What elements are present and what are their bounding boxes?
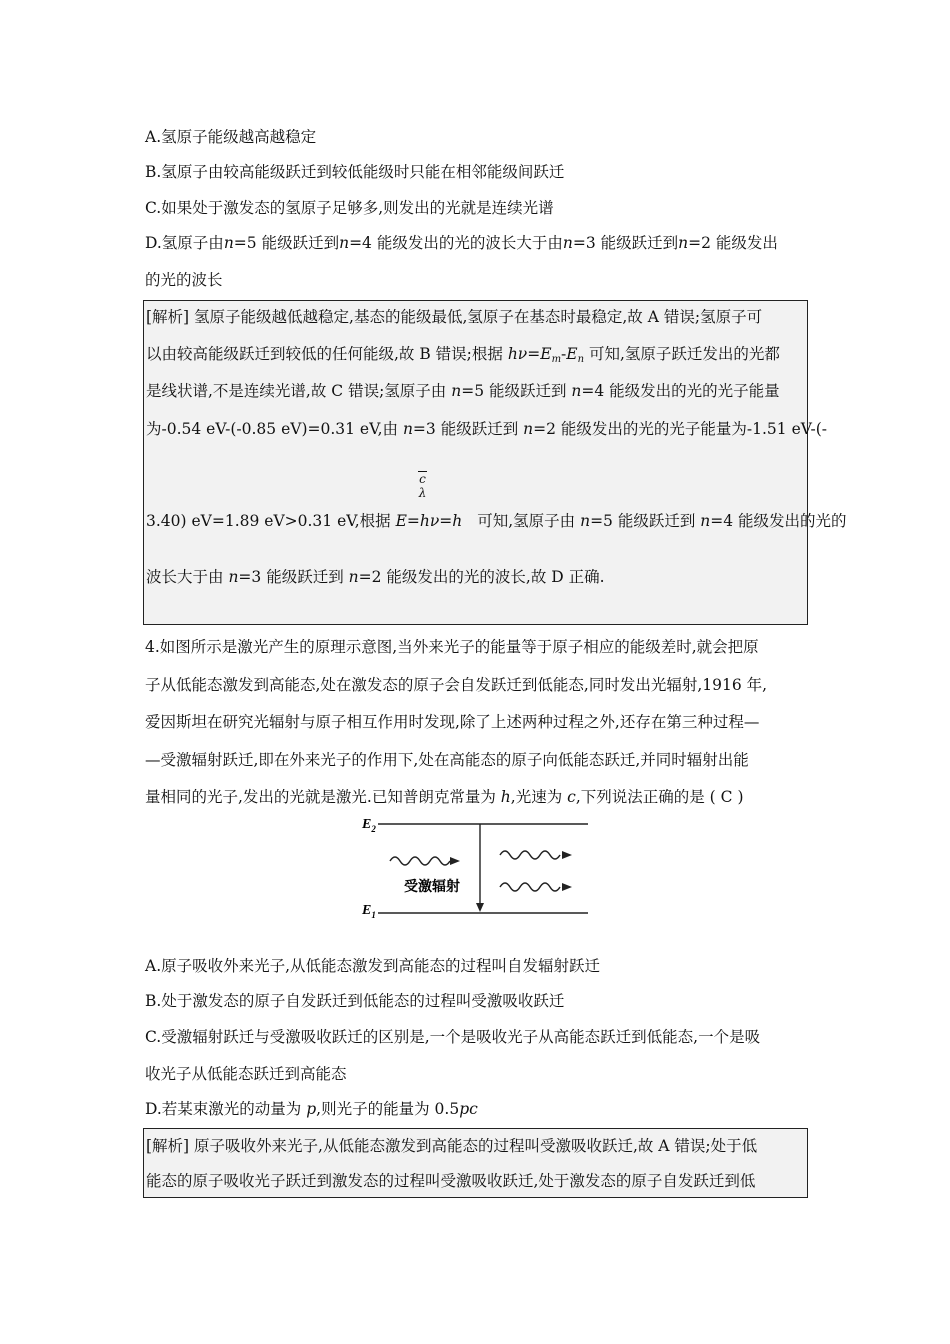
text-run: =4 能级发出的光的波长大于由 <box>349 234 563 252</box>
text-run: ,则光子的能量为 0.5 <box>316 1100 460 1118</box>
q4-stem-line: —受激辐射跃迁,即在外来光子的作用下,处在高能态的原子向低能态跃迁,并同时辐射出能 <box>145 751 749 769</box>
var-n: n <box>223 234 234 252</box>
text-run: 可知,氢原子跃迁发出的光都 <box>584 345 780 363</box>
q3-option-c: C.如果处于激发态的氢原子足够多,则发出的光就是连续光谱 <box>145 199 554 217</box>
var-pc: pc <box>459 1100 478 1118</box>
text-run: 是线状谱,不是连续光谱,故 C 错误;氢原子由 <box>146 382 452 400</box>
text-run: =5 能级跃迁到 <box>590 512 701 530</box>
q4-stem-line: 4.如图所示是激光产生的原理示意图,当外来光子的能量等于原子相应的能级差时,就会把原 <box>145 638 759 656</box>
q4-option-b: B.处于激发态的原子自发跃迁到低能态的过程叫受激吸收跃迁 <box>145 992 565 1010</box>
var-c: c <box>567 788 576 806</box>
analysis-line <box>146 381 780 401</box>
formula: - <box>561 345 567 363</box>
var-n: n <box>402 420 413 438</box>
text-run: 为-0.54 eV-(-0.85 eV)=0.31 eV,由 <box>146 420 403 438</box>
incident-photon-wave <box>390 857 450 865</box>
formula: E <box>540 345 552 363</box>
var-h: h <box>500 788 511 806</box>
incident-photon-arrow <box>450 857 460 865</box>
formula: E=hν=h <box>395 512 463 530</box>
text-run: =2 能级发出 <box>688 234 778 252</box>
analysis-line: 能态的原子吸收光子跃迁到激发态的过程叫受激吸收跃迁,处于激发态的原子自发跃迁到低 <box>146 1172 756 1190</box>
q4-option-a: A.原子吸收外来光子,从低能态激发到高能态的过程叫自发辐射跃迁 <box>145 957 601 975</box>
q3-option-b: B.氢原子由较高能级跃迁到较低能级时只能在相邻能级间跃迁 <box>145 163 565 181</box>
var-n: n <box>562 234 573 252</box>
var-n: n <box>451 382 462 400</box>
text-run: 可知,氢原子由 <box>472 512 581 530</box>
text-run: D.氢原子由 <box>145 234 224 252</box>
stimulated-emission-label: 受激辐射 <box>404 879 460 895</box>
var-n: n <box>580 512 591 530</box>
stimulated-emission-diagram <box>360 813 592 921</box>
text-run: =4 能级发出的光的光子能量 <box>581 382 780 400</box>
var-n: n <box>228 568 239 586</box>
q4-option-c: C.受激辐射跃迁与受激吸收跃迁的区别是,一个是吸收光子从高能态跃迁到低能态,一个是吸 <box>145 1028 761 1046</box>
formula: = <box>527 345 541 363</box>
var-n: n <box>339 234 350 252</box>
formula-sub: m <box>551 354 562 365</box>
transition-arrow-head <box>476 903 484 912</box>
text-run: ,光速为 <box>510 788 568 806</box>
fraction-numerator: c <box>419 472 426 486</box>
text-run: D.若某束激光的动量为 <box>145 1100 307 1118</box>
text-run: =5 能级跃迁到 <box>461 382 572 400</box>
text-run: =5 能级跃迁到 <box>233 234 340 252</box>
text-run: ,下列说法正确的是 ( C ) <box>575 788 744 806</box>
emitted-photon-wave-2 <box>500 883 560 891</box>
fraction-c-over-lambda <box>418 471 427 500</box>
q4-stem-line: 爱因斯坦在研究光辐射与原子相互作用时发现,除了上述两种过程之外,还存在第三种过程— <box>145 713 760 731</box>
formula: E <box>566 345 578 363</box>
q4-option-d <box>145 1099 478 1119</box>
text-run: 量相同的光子,发出的光就是激光.已知普朗克常量为 <box>145 788 501 806</box>
q4-stem-line <box>145 787 744 807</box>
analysis-line: [解析] 氢原子能级越低越稳定,基态的能级最低,氢原子在基态时最稳定,故 A 错误;氢原子可 <box>146 308 763 326</box>
q4-stem-line: 子从低能态激发到高能态,处在激发态的原子会自发跃迁到低能态,同时发出光辐射,1916 年, <box>145 676 768 694</box>
var-n: n <box>348 568 359 586</box>
text-run: =4 能级发出的光的 <box>710 512 847 530</box>
text-run: =2 能级发出的光的波长,故 D 正确. <box>358 568 605 586</box>
text-run: 以由较高能级跃迁到较低的任何能级,故 B 错误;根据 <box>146 345 508 363</box>
q3-option-d-cont: 的光的波长 <box>145 271 223 289</box>
text-run: 3.40) eV=1.89 eV>0.31 eV,根据 <box>146 512 396 530</box>
analysis-line <box>146 511 847 531</box>
analysis-line: [解析] 原子吸收外来光子,从低能态激发到高能态的过程叫受激吸收跃迁,故 A 错误;处于低 <box>146 1137 758 1155</box>
e2-label: $E_2$ <box>362 817 376 834</box>
analysis-line <box>146 419 827 439</box>
text-run: =3 能级跃迁到 <box>412 420 524 438</box>
q4-analysis-box <box>143 1128 808 1198</box>
fraction-denominator: λ <box>418 486 427 500</box>
q3-option-d <box>145 233 778 253</box>
text-run: =3 能级跃迁到 <box>238 568 349 586</box>
var-p: p <box>306 1100 317 1118</box>
formula: hν <box>507 345 528 363</box>
text-run: =3 能级跃迁到 <box>572 234 679 252</box>
var-n: n <box>523 420 534 438</box>
analysis-line <box>146 567 605 587</box>
emitted-photon-arrow-2 <box>562 883 572 891</box>
emitted-photon-arrow-1 <box>562 851 572 859</box>
var-n: n <box>678 234 689 252</box>
q4-option-c-cont: 收光子从低能态跃迁到高能态 <box>145 1065 347 1083</box>
var-n: n <box>571 382 582 400</box>
emitted-photon-wave-1 <box>500 851 560 859</box>
q3-analysis-box <box>143 300 847 625</box>
text-run: 波长大于由 <box>146 568 229 586</box>
e1-label: $E_1$ <box>362 903 376 920</box>
var-n: n <box>700 512 711 530</box>
q3-option-a: A.氢原子能级越高越稳定 <box>145 128 317 146</box>
formula-sub: n <box>577 354 585 365</box>
text-run: =2 能级发出的光的光子能量为-1.51 eV-(- <box>533 420 828 438</box>
analysis-line <box>146 344 780 370</box>
